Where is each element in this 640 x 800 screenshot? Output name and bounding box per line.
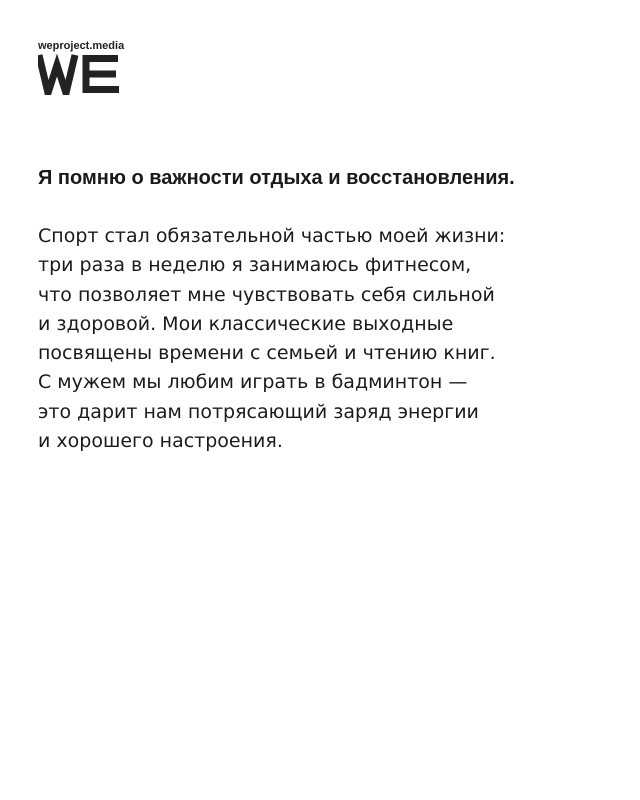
body-line: Спорт стал обязательной частью моей жизни: (38, 225, 506, 247)
body-line: что позволяет мне чувствовать себя сильной (38, 283, 495, 306)
body-line: и хорошего настроения. (38, 430, 283, 453)
we-logo (38, 53, 122, 95)
body-paragraph (38, 222, 618, 456)
brand-url: weproject.media (38, 40, 125, 52)
body-line: это дарит нам потрясающий заряд энергии (38, 400, 479, 423)
body-line: и здоровой. Мои классические выходные (38, 312, 454, 335)
headline: Я помню о важности отдыха и восстановления. (38, 167, 515, 189)
body-line: три раза в неделю я занимаюсь фитнесом, (38, 254, 472, 277)
body-line: С мужем мы любим играть в бадминтон — (38, 371, 468, 394)
body-line: посвящены времени с семьей и чтению книг. (38, 342, 496, 365)
brand-block (38, 40, 124, 95)
